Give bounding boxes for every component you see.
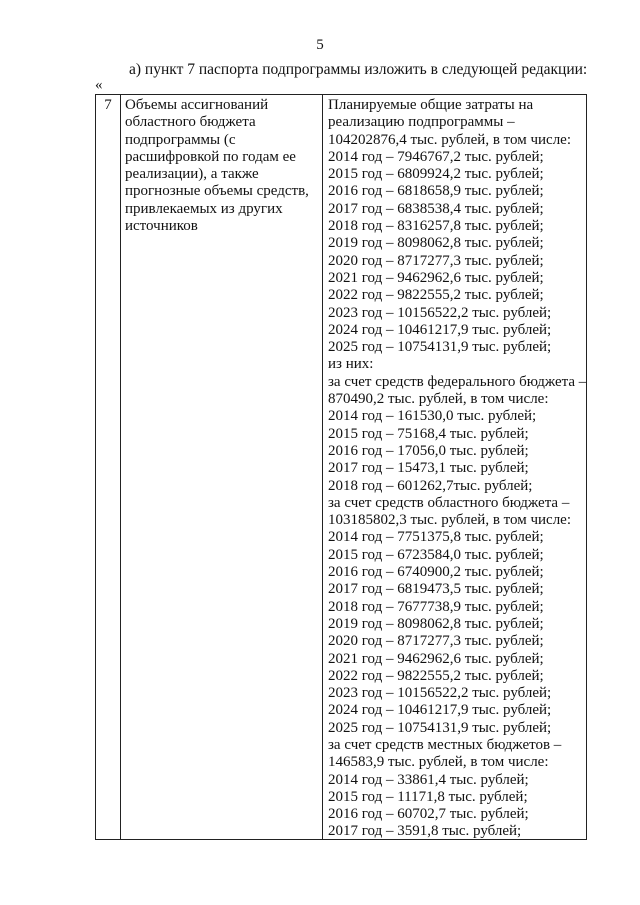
column-divider [120,95,121,839]
description-text-line: 2017 год – 3591,8 тыс. рублей; [328,823,522,840]
description-text-line: 146583,9 тыс. рублей, в том числе: [328,754,549,771]
name-text-line: подпрограммы (с [125,131,236,148]
name-text-line: источников [125,218,198,235]
description-text-line: 2014 год – 7751375,8 тыс. рублей; [328,529,544,546]
description-text-line: 104202876,4 тыс. рублей, в том числе: [328,131,572,148]
name-text-line: областного бюджета [125,114,256,131]
name-text-line: прогнозные объемы средств, [125,183,309,200]
description-text-line: 2024 год – 10461217,9 тыс. рублей; [328,321,552,338]
description-text-line: 870490,2 тыс. рублей, в том числе: [328,391,549,408]
description-text-line: 2023 год – 10156522,2 тыс. рублей; [328,685,552,702]
name-text-line: привлекаемых из других [125,200,283,217]
description-text-line: 2024 год – 10461217,9 тыс. рублей; [328,702,552,719]
description-text-line: 2020 год – 8717277,3 тыс. рублей; [328,252,544,269]
description-text-line: 2025 год – 10754131,9 тыс. рублей; [328,719,552,736]
opening-quote-mark: « [95,77,103,93]
description-text-line: Планируемые общие затраты на [328,97,534,113]
description-text-line: 2015 год – 75168,4 тыс. рублей; [328,425,529,442]
description-text-line: 2018 год – 7677738,9 тыс. рублей; [328,598,544,615]
row-number-cell: 7 [104,97,112,113]
description-text-line: 2016 год – 6740900,2 тыс. рублей; [328,564,544,581]
description-text-line: 2021 год – 9462962,6 тыс. рублей; [328,269,544,286]
description-text-line: 2016 год – 17056,0 тыс. рублей; [328,442,529,459]
description-text-line: из них: [328,356,374,373]
description-text-line: 2015 год – 6809924,2 тыс. рублей; [328,166,544,183]
description-text-line: за счет средств местных бюджетов – [328,736,562,753]
description-text-line: 2018 год – 601262,7тыс. рублей; [328,477,533,494]
description-text-line: 2018 год – 8316257,8 тыс. рублей; [328,218,544,235]
column-divider [322,95,323,839]
description-text-line: 2023 год – 10156522,2 тыс. рублей; [328,304,552,321]
description-text-line: 103185802,3 тыс. рублей, в том числе: [328,512,572,529]
description-text-line: 2014 год – 7946767,2 тыс. рублей; [328,148,544,165]
name-text-line: Объемы ассигнований [125,97,269,113]
description-text-line: 2017 год – 15473,1 тыс. рублей; [328,460,529,477]
description-text-line: 2015 год – 6723584,0 тыс. рублей; [328,546,544,563]
description-text-line: 2015 год – 11171,8 тыс. рублей; [328,788,528,805]
description-text-line: 2016 год – 60702,7 тыс. рублей; [328,806,529,823]
description-text-line: 2019 год – 8098062,8 тыс. рублей; [328,615,544,632]
page-number: 5 [316,37,324,53]
description-text-line: 2014 год – 33861,4 тыс. рублей; [328,771,529,788]
description-text-line: 2016 год – 6818658,9 тыс. рублей; [328,183,544,200]
name-text-line: реализации), а также [125,166,259,183]
name-text-line: расшифровкой по годам ее [125,148,296,165]
description-text-line: 2021 год – 9462962,6 тыс. рублей; [328,650,544,667]
row-description-cell [328,97,586,841]
row-name-cell [125,97,315,235]
description-text-line: 2017 год – 6819473,5 тыс. рублей; [328,581,544,598]
description-text-line: за счет средств федерального бюджета – [328,373,587,390]
description-text-line: реализацию подпрограммы – [328,114,515,131]
description-text-line: за счет средств областного бюджета – [328,494,570,511]
passport-table [95,94,587,840]
description-text-line: 2017 год – 6838538,4 тыс. рублей; [328,200,544,217]
description-text-line: 2025 год – 10754131,9 тыс. рублей; [328,339,552,356]
description-text-line: 2020 год – 8717277,3 тыс. рублей; [328,633,544,650]
description-text-line: 2019 год – 8098062,8 тыс. рублей; [328,235,544,252]
description-text-line: 2022 год – 9822555,2 тыс. рублей; [328,667,544,684]
description-text-line: 2014 год – 161530,0 тыс. рублей; [328,408,537,425]
intro-paragraph: а) пункт 7 паспорта подпрограммы изложить в следующей редакции: [129,61,588,78]
description-text-line: 2022 год – 9822555,2 тыс. рублей; [328,287,544,304]
